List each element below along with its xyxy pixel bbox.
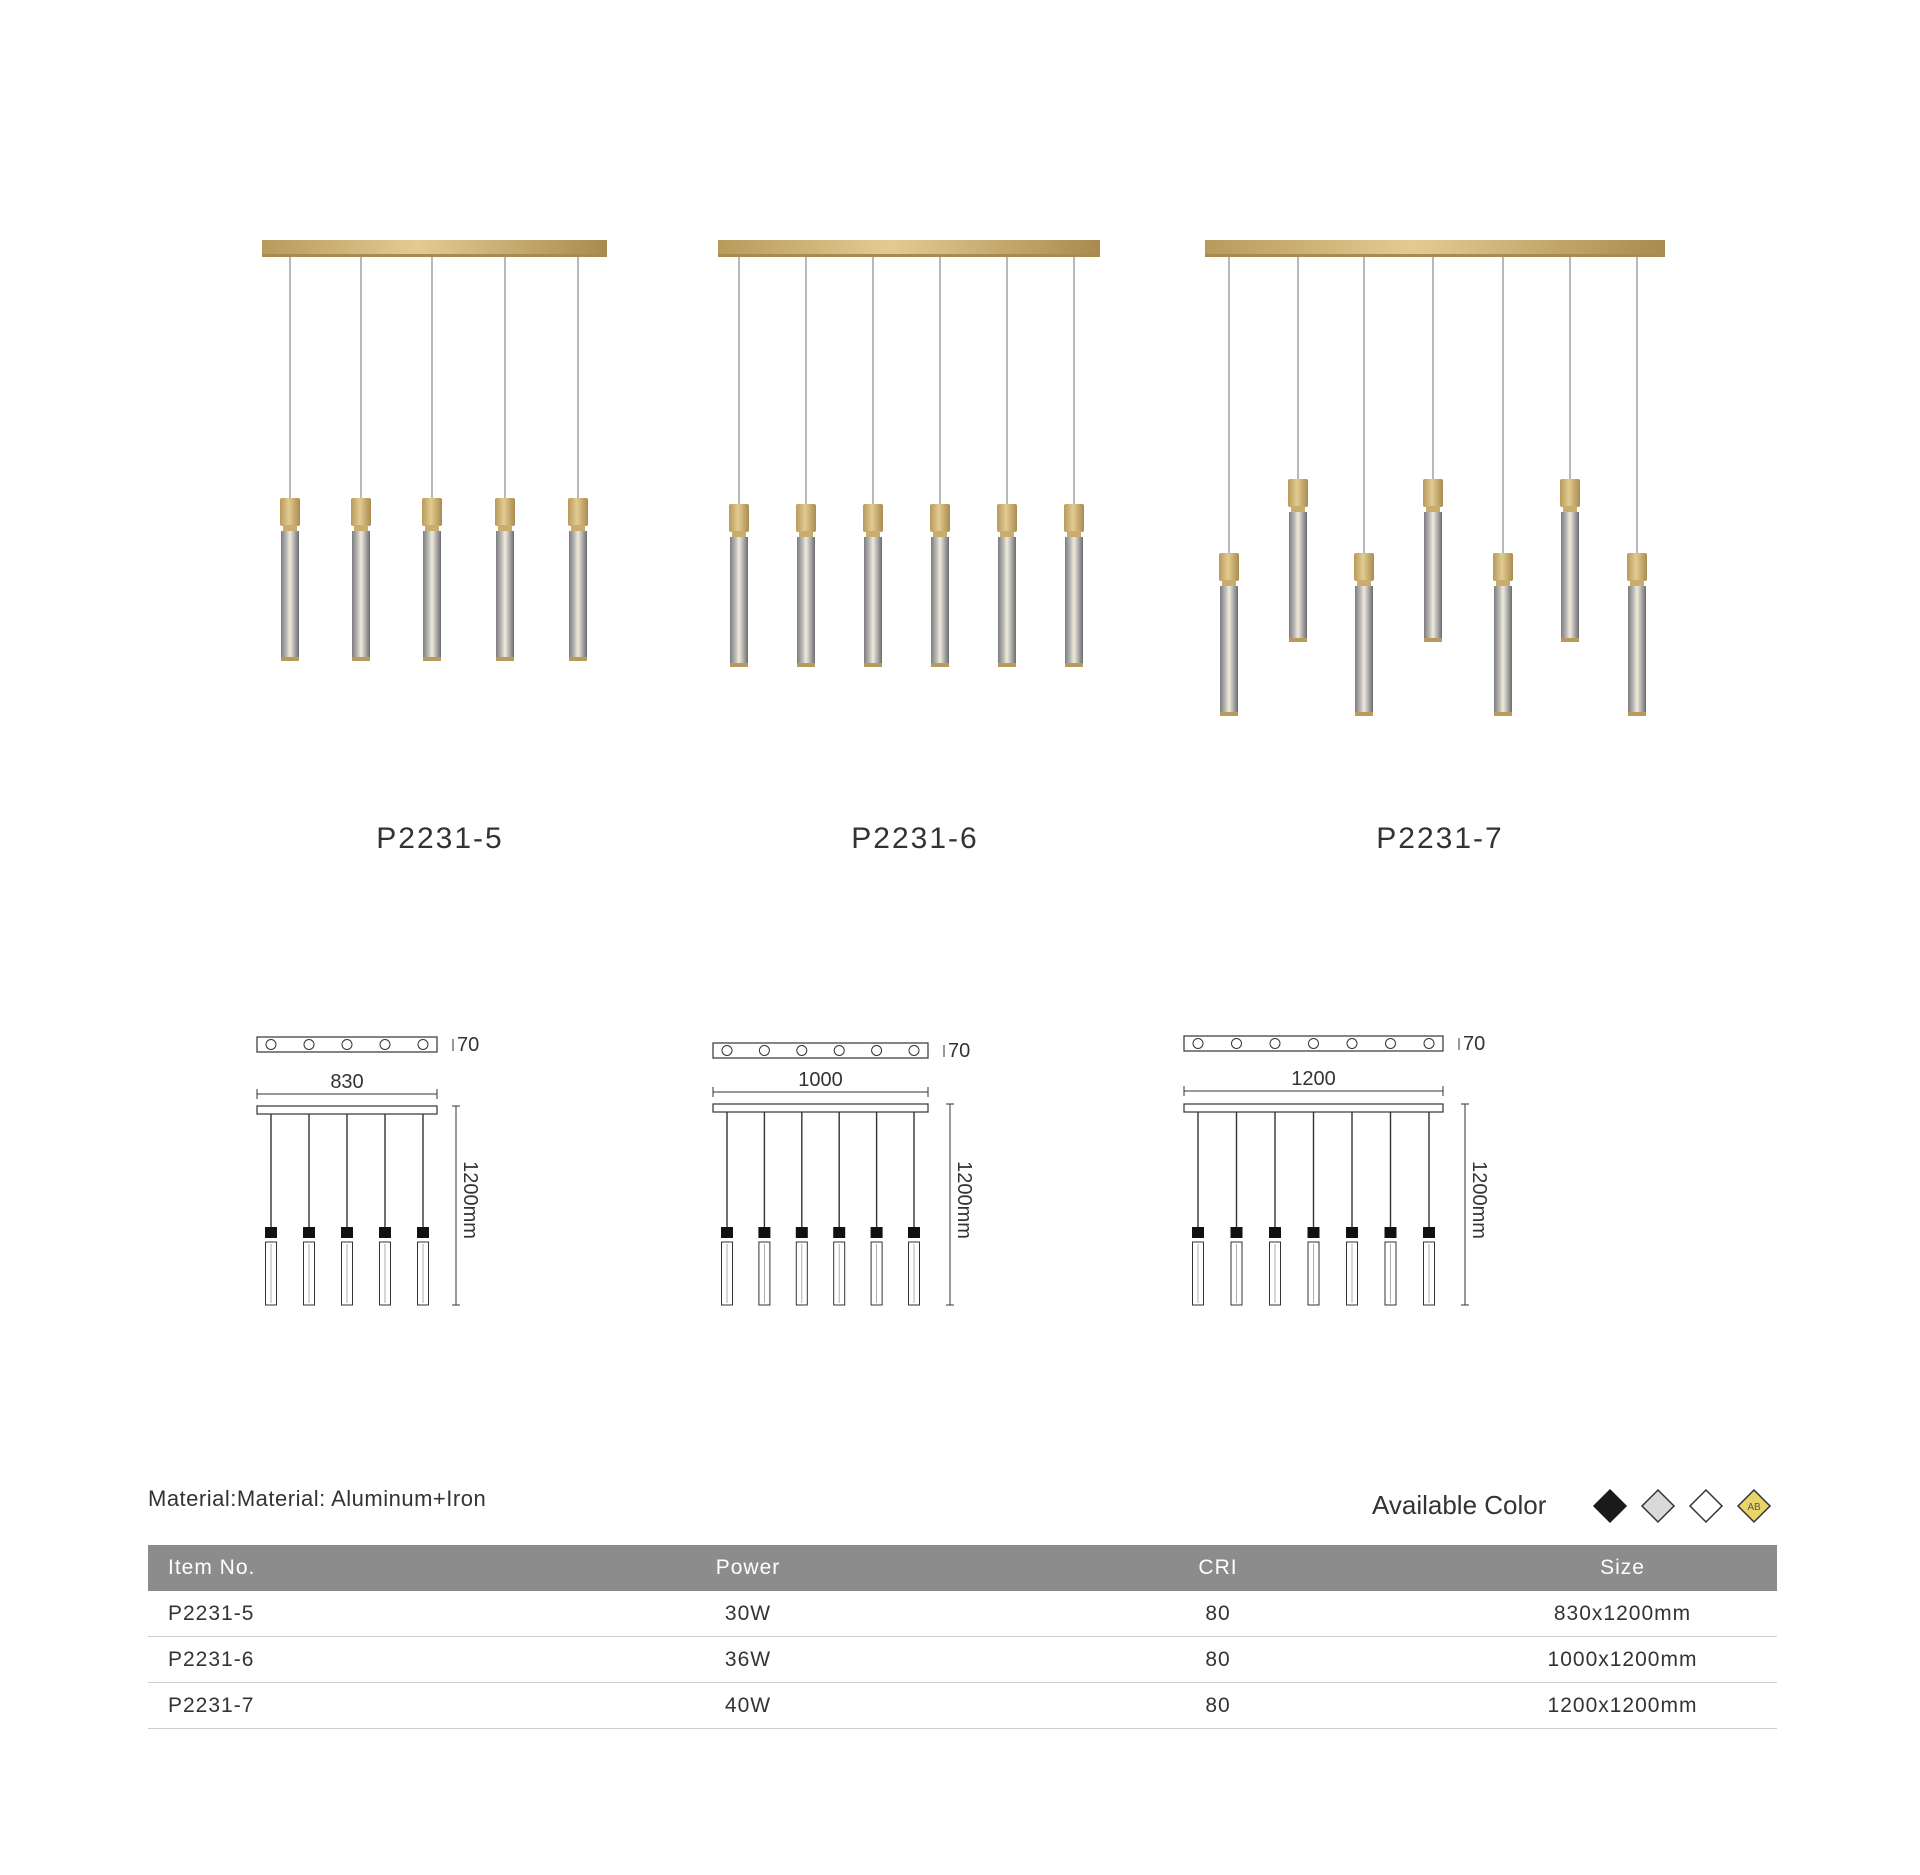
pendant-cap — [1064, 504, 1084, 532]
front-view-cap — [1308, 1227, 1320, 1238]
front-view-cap — [341, 1227, 353, 1238]
pendant-tube — [496, 531, 514, 659]
pendant-tube — [998, 537, 1016, 665]
width-label: 1000 — [798, 1069, 843, 1091]
top-view-hole — [1270, 1039, 1280, 1049]
pendant-collar — [283, 525, 297, 531]
pendant-tube — [569, 531, 587, 659]
pendant-tube-end — [864, 663, 882, 667]
top-view-hole — [722, 1046, 732, 1056]
available-color-label: Available Color — [1372, 1490, 1547, 1520]
cell-size: 830x1200mm — [1468, 1591, 1777, 1637]
pendant-tube-end — [931, 663, 949, 667]
pendant-collar — [354, 525, 368, 531]
pendant-cap — [495, 498, 515, 526]
pendant-tube-end — [569, 657, 587, 661]
pendant-collar — [732, 531, 746, 537]
pendant-tube — [1355, 586, 1373, 714]
front-view-cap — [833, 1227, 845, 1238]
pendant-collar — [1630, 580, 1644, 586]
header-size: Size — [1468, 1545, 1777, 1591]
pendant-collar — [1357, 580, 1371, 586]
top-view-hole — [1193, 1039, 1203, 1049]
front-view-cap — [871, 1227, 883, 1238]
pendant-cap — [1423, 479, 1443, 507]
pendant-collar — [799, 531, 813, 537]
swatch-grey-icon — [1640, 1488, 1676, 1524]
pendant-cap — [796, 504, 816, 532]
pendant-collar — [1000, 531, 1014, 537]
cell-item-no: P2231-6 — [148, 1637, 528, 1683]
top-view-bar — [713, 1043, 928, 1058]
top-view-hole — [797, 1046, 807, 1056]
top-view-hole — [304, 1040, 314, 1050]
canopy-bar-shadow — [262, 254, 607, 257]
pendant-cap — [1354, 553, 1374, 581]
pendant-collar — [571, 525, 585, 531]
swatch-ab-text: AB — [1747, 1502, 1761, 1513]
width-label: 830 — [330, 1071, 364, 1093]
cell-item-no: P2231-5 — [148, 1591, 528, 1637]
top-view-hole — [759, 1046, 769, 1056]
table-header-row — [148, 1545, 1777, 1591]
header-cri: CRI — [968, 1545, 1468, 1591]
pendant-collar — [1426, 506, 1440, 512]
cell-cri: 80 — [968, 1637, 1468, 1683]
pendant-tube-end — [1494, 712, 1512, 716]
pendant-tube — [730, 537, 748, 665]
front-view-cap — [1192, 1227, 1204, 1238]
table-row — [148, 1637, 1777, 1683]
swatch-black-icon — [1592, 1488, 1628, 1524]
canopy-bar-shadow — [718, 254, 1100, 257]
pendant-cap — [1627, 553, 1647, 581]
cell-power: 30W — [528, 1591, 968, 1637]
front-view-cap — [379, 1227, 391, 1238]
pendant-cap — [930, 504, 950, 532]
top-view-hole — [266, 1040, 276, 1050]
top-view-hole — [342, 1040, 352, 1050]
pendant-collar — [866, 531, 880, 537]
pendant-tube — [1424, 512, 1442, 640]
pendant-tube — [864, 537, 882, 665]
front-view-cap — [417, 1227, 429, 1238]
pendant-cap — [1493, 553, 1513, 581]
pendant-cap — [280, 498, 300, 526]
pendant-render-3 — [1205, 240, 1665, 716]
pendant-tube — [1561, 512, 1579, 640]
pendant-tube — [1494, 586, 1512, 714]
front-view-cap — [1385, 1227, 1397, 1238]
header-power: Power — [528, 1545, 968, 1591]
front-view-cap — [1231, 1227, 1243, 1238]
cell-size: 1000x1200mm — [1468, 1637, 1777, 1683]
pendant-cap — [568, 498, 588, 526]
top-view-hole — [1232, 1039, 1242, 1049]
cell-cri: 80 — [968, 1683, 1468, 1729]
pendant-tube-end — [1561, 638, 1579, 642]
dimension-drawing-2 — [713, 1040, 975, 1305]
front-view-cap — [721, 1227, 733, 1238]
top-view-hole — [872, 1046, 882, 1056]
pendant-collar — [1067, 531, 1081, 537]
cell-size: 1200x1200mm — [1468, 1683, 1777, 1729]
pendant-tube — [1289, 512, 1307, 640]
pendant-collar — [498, 525, 512, 531]
top-view-hole — [834, 1046, 844, 1056]
model-label-1: P2231-5 — [376, 822, 504, 855]
depth-label: 70 — [457, 1034, 480, 1056]
pendant-collar — [1222, 580, 1236, 586]
front-view-cap — [303, 1227, 315, 1238]
pendant-collar — [1496, 580, 1510, 586]
pendant-collar — [1563, 506, 1577, 512]
pendant-cap — [729, 504, 749, 532]
pendant-tube-end — [1065, 663, 1083, 667]
depth-label: 70 — [948, 1040, 971, 1062]
pendant-tube-end — [998, 663, 1016, 667]
front-view-cap — [1269, 1227, 1281, 1238]
pendant-tube — [352, 531, 370, 659]
pendant-tube-end — [423, 657, 441, 661]
depth-label: 70 — [1463, 1033, 1486, 1055]
pendant-tube-end — [1220, 712, 1238, 716]
pendant-tube-end — [1628, 712, 1646, 716]
pendant-tube-end — [730, 663, 748, 667]
pendant-collar — [933, 531, 947, 537]
top-view-hole — [909, 1046, 919, 1056]
pendant-cap — [997, 504, 1017, 532]
pendant-tube — [931, 537, 949, 665]
height-label: 1200mm — [953, 1161, 975, 1239]
canopy-bar — [1205, 240, 1665, 256]
pendant-tube — [797, 537, 815, 665]
pendant-tube — [1628, 586, 1646, 714]
canopy-bar-shadow — [1205, 254, 1665, 257]
cell-item-no: P2231-7 — [148, 1683, 528, 1729]
pendant-tube-end — [281, 657, 299, 661]
table-row — [148, 1683, 1777, 1729]
cell-power: 36W — [528, 1637, 968, 1683]
dimension-drawing-3 — [1184, 1033, 1490, 1305]
height-label: 1200mm — [1468, 1161, 1490, 1239]
pendant-tube — [423, 531, 441, 659]
front-view-bar — [713, 1104, 928, 1112]
model-label-3: P2231-7 — [1376, 822, 1504, 855]
pendant-tube-end — [1424, 638, 1442, 642]
front-view-cap — [758, 1227, 770, 1238]
pendant-tube-end — [797, 663, 815, 667]
canopy-bar — [262, 240, 607, 256]
pendant-cap — [351, 498, 371, 526]
pendant-cap — [863, 504, 883, 532]
front-view-cap — [908, 1227, 920, 1238]
top-view-hole — [1309, 1039, 1319, 1049]
pendant-render-2 — [718, 240, 1100, 667]
pendant-collar — [1291, 506, 1305, 512]
header-item-no: Item No. — [148, 1545, 528, 1591]
material-text: Material:Material: Aluminum+Iron — [148, 1486, 487, 1511]
cell-power: 40W — [528, 1683, 968, 1729]
pendant-tube — [1065, 537, 1083, 665]
canopy-bar — [718, 240, 1100, 256]
pendant-collar — [425, 525, 439, 531]
pendant-tube-end — [1289, 638, 1307, 642]
table-row — [148, 1591, 1777, 1637]
front-view-cap — [1423, 1227, 1435, 1238]
pendant-tube-end — [496, 657, 514, 661]
cell-cri: 80 — [968, 1591, 1468, 1637]
pendant-tube — [1220, 586, 1238, 714]
pendant-render-1 — [262, 240, 607, 661]
top-view-hole — [1386, 1039, 1396, 1049]
top-view-hole — [418, 1040, 428, 1050]
height-label: 1200mm — [459, 1161, 481, 1239]
swatch-antique-brass-icon — [1736, 1488, 1772, 1524]
pendant-tube — [281, 531, 299, 659]
pendant-cap — [1288, 479, 1308, 507]
front-view-cap — [265, 1227, 277, 1238]
width-label: 1200 — [1291, 1068, 1336, 1090]
front-view-bar — [257, 1106, 437, 1114]
dimension-drawing-1 — [257, 1034, 481, 1305]
front-view-cap — [796, 1227, 808, 1238]
model-label-2: P2231-6 — [851, 822, 979, 855]
swatch-white-icon — [1688, 1488, 1724, 1524]
pendant-tube-end — [1355, 712, 1373, 716]
top-view-hole — [380, 1040, 390, 1050]
pendant-cap — [1560, 479, 1580, 507]
top-view-hole — [1347, 1039, 1357, 1049]
pendant-cap — [1219, 553, 1239, 581]
front-view-cap — [1346, 1227, 1358, 1238]
front-view-bar — [1184, 1104, 1443, 1112]
pendant-tube-end — [352, 657, 370, 661]
top-view-hole — [1424, 1039, 1434, 1049]
pendant-cap — [422, 498, 442, 526]
spec-table — [148, 1545, 1777, 1729]
